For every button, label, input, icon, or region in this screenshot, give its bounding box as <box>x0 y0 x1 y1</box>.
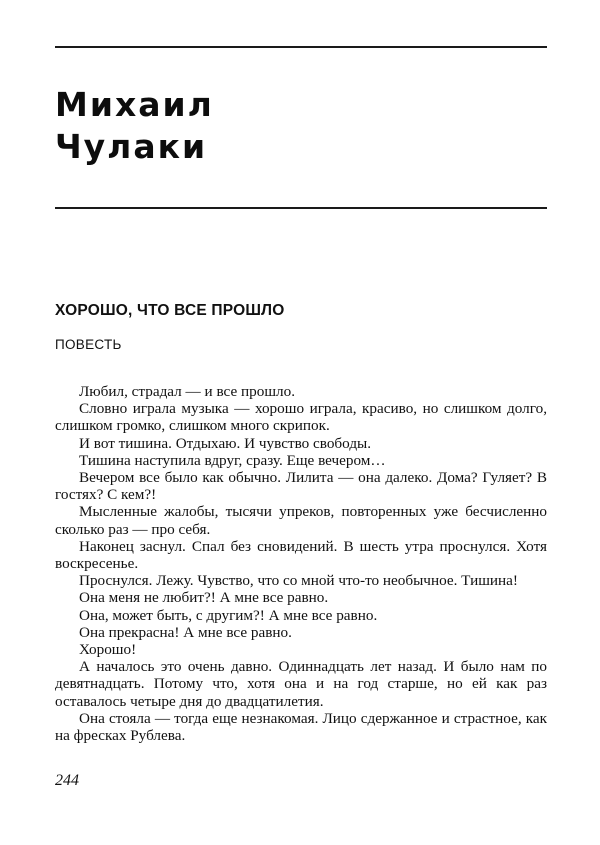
paragraph: Наконец заснул. Спал без сновидений. В шесть утра проснулся. Хотя воскресенье. <box>55 537 547 573</box>
author-name <box>55 84 214 168</box>
genre-label: ПОВЕСТЬ <box>55 337 122 352</box>
paragraph: Словно играла музыка — хорошо играла, красиво, но слишком долго, слишком громко, слишком много скрипок. <box>55 400 547 435</box>
author-last-name: Чулаки <box>55 127 208 166</box>
paragraph: Она, может быть, с другим?! А мне все равно. <box>79 606 378 624</box>
bottom-rule <box>55 207 547 209</box>
paragraph: И вот тишина. Отдыхаю. И чувство свободы. <box>79 434 372 452</box>
paragraph: Мысленные жалобы, тысячи упреков, повторенных уже бесчисленно сколько раз — про себя. <box>55 503 547 538</box>
paragraph: Проснулся. Лежу. Чувство, что со мной что-то необычное. Тишина! <box>79 572 518 590</box>
author-first-name: Михаил <box>55 85 214 124</box>
top-rule <box>55 46 547 48</box>
body-text <box>55 383 547 744</box>
story-title: ХОРОШО, ЧТО ВСЕ ПРОШЛО <box>55 302 285 319</box>
paragraph: Она меня не любит?! А мне все равно. <box>79 589 329 607</box>
paragraph: Тишина наступила вдруг, сразу. Еще вечером… <box>79 451 386 469</box>
paragraph: Она стояла — тогда еще незнакомая. Лицо сдержанное и страстное, как на фресках Рублева. <box>55 709 547 745</box>
page-number: 244 <box>55 772 79 789</box>
paragraph: А началось это очень давно. Одиннадцать лет назад. И было нам по девятнадцать. Потому что, хотя она и на год старше, но ей как раз оставалось четыре дня до двадцатилетия. <box>55 658 547 710</box>
paragraph: Хорошо! <box>79 641 137 659</box>
paragraph: Вечером все было как обычно. Лилита — она далеко. Дома? Гуляет? В гостях? С кем?! <box>55 469 547 504</box>
paragraph: Любил, страдал — и все прошло. <box>79 383 295 400</box>
paragraph: Она прекрасна! А мне все равно. <box>79 623 292 641</box>
